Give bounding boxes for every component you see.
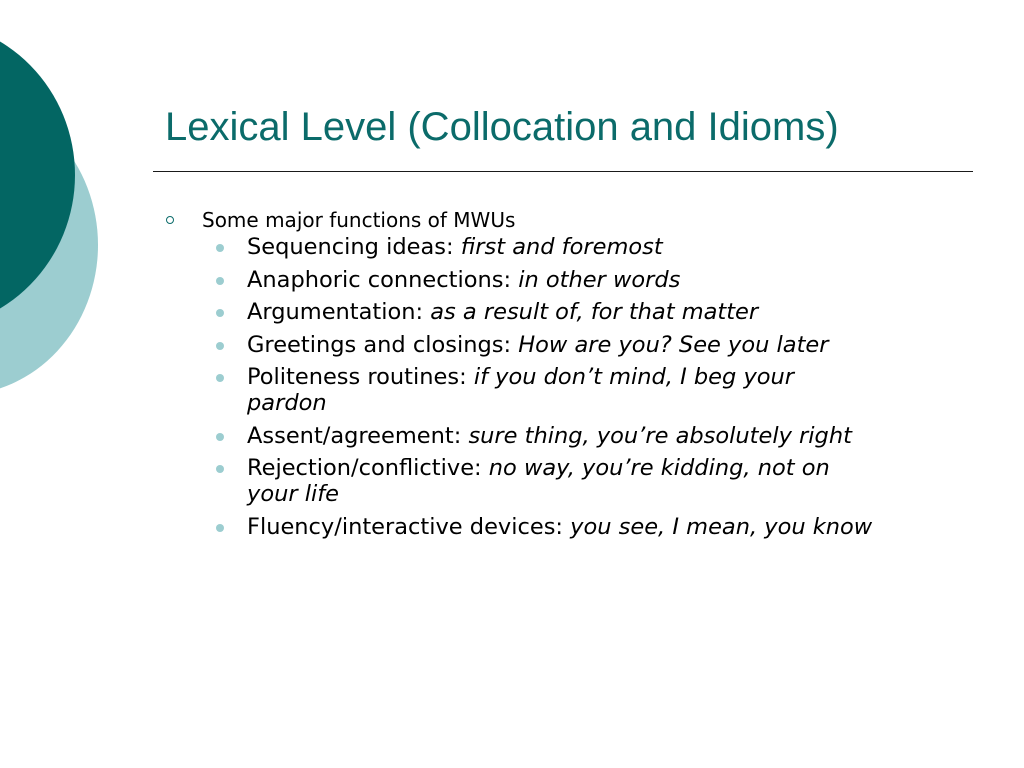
function-list [160, 234, 980, 540]
intro-text: Some major functions of MWUs [202, 208, 516, 232]
dot-bullet-icon [216, 342, 224, 350]
item-label: Anaphoric connections: [247, 266, 519, 293]
item-label: Fluency/interactive devices: [247, 513, 571, 540]
item-label: Politeness routines: [247, 364, 474, 390]
list-item [160, 267, 877, 293]
list-item [160, 364, 877, 416]
list-item [160, 423, 877, 449]
item-label: Assent/agreement: [247, 422, 469, 449]
item-example: in other words [518, 266, 681, 293]
list-item [160, 234, 877, 260]
item-example: sure thing, you’re absolutely right [468, 422, 852, 449]
item-example: if you don’t mind, I beg your pardon [247, 364, 795, 416]
dot-bullet-icon [216, 374, 224, 382]
item-example: How are you? See you later [518, 331, 829, 358]
item-label: Sequencing ideas: [247, 234, 461, 260]
list-item [160, 514, 877, 540]
slide-title: Lexical Level (Collocation and Idioms) [165, 105, 839, 149]
title-divider [153, 171, 973, 172]
dot-bullet-icon [216, 309, 224, 317]
dot-bullet-icon [216, 524, 224, 532]
item-example: no way, you’re kidding, not on your life [247, 455, 830, 507]
intro-item [160, 206, 980, 234]
item-example: first and foremost [460, 234, 663, 260]
item-label: Argumentation: [247, 299, 431, 325]
dot-bullet-icon [216, 433, 224, 441]
list-item [160, 332, 877, 358]
hollow-circle-bullet-icon [166, 216, 174, 224]
item-label: Rejection/conflictive: [247, 455, 489, 481]
list-item [160, 299, 877, 325]
dot-bullet-icon [216, 465, 224, 473]
item-example: you see, I mean, you know [570, 513, 873, 540]
slide-body [160, 206, 980, 546]
list-item [160, 455, 877, 507]
item-label: Greetings and closings: [247, 331, 519, 358]
dot-bullet-icon [216, 277, 224, 285]
dot-bullet-icon [216, 244, 224, 252]
item-example: as a result of, for that matter [430, 299, 759, 325]
